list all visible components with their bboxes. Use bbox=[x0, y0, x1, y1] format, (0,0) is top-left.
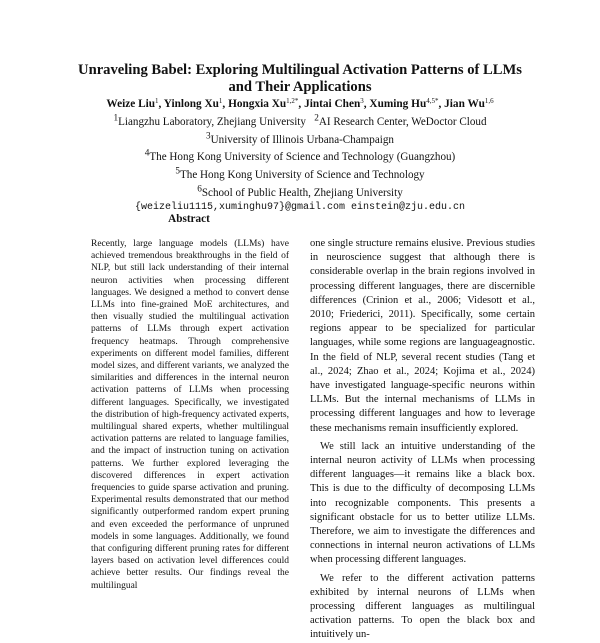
right-column bbox=[310, 237, 535, 643]
title-line: and Their Applications bbox=[228, 79, 372, 95]
affiliation-text: The Hong Kong University of Science and Technology (Guangzhou) bbox=[149, 151, 456, 164]
abstract-heading: Abstract bbox=[168, 213, 210, 225]
author bbox=[164, 98, 228, 110]
author-affil-mark: 1,6 bbox=[484, 97, 494, 105]
affiliation-text: School of Public Health, Zhejiang University bbox=[201, 187, 403, 200]
body-paragraph: We still lack an intuitive understanding of the internal neuron activity of LLMs when processing different languages—it remains like a black box. This is due to the difficulty of decomposing LLMs into recognizable components. This presents a significant obstacle for us to better utilize LLMs. Therefore, we aim to investigate the differences and connections in internal neuron activations of LLMs when processing different languages. bbox=[310, 440, 535, 566]
author-emails: {weizeliu1115,xuminghu97}@gmail.com einstein@zju.edu.cn bbox=[134, 202, 466, 214]
author-name: Hongxia Xu bbox=[228, 98, 287, 110]
affiliation-mark: 3 bbox=[206, 130, 211, 141]
affiliation-mark: 2 bbox=[314, 113, 319, 123]
author bbox=[304, 98, 369, 110]
author-name: Xuming Hu bbox=[369, 98, 427, 110]
body-paragraph: We refer to the different activation patterns exhibited by internal neurons of LLMs when processing different languages as multilingual activation patterns. To open the black box and intuitively un- bbox=[310, 572, 535, 641]
author-name: Yinlong Xu bbox=[163, 98, 219, 110]
author-affil-mark: 1 bbox=[218, 97, 223, 105]
affiliation bbox=[175, 166, 425, 182]
author-separator: , bbox=[298, 98, 305, 110]
author-affil-mark: 1,2* bbox=[286, 97, 299, 105]
abstract-text: Recently, large language models (LLMs) have achieved tremendous breakthroughs in the field of NLP, but still lack understanding of their internal neuron activities when processing different languages. We designed a method to convert dense LLMs into fine-grained MoE architectures, and then visually studied the multilingual activation patterns of LLMs through expert activation frequency heatmaps. Through comprehensive experiments on different model families, different model sizes, and different variants, we analyzed the similarities and differences in the internal neuron activation patterns of LLMs when processing different languages. Specifically, we investigated the distribution of high-frequency activated experts, multilingual shared experts, whether multilingual activation patterns are related to language families, and the impact of instruction tuning on activation patterns. We further explored leveraging the discovered differences in expert activation frequencies to guide sparse activation and pruning. Experimental results demonstrated that our method significantly outperformed random expert pruning and even exceeded the performance of unpruned models in some languages. Additionally, we found that configuring different pruning rates for different layers based on activation level differences could achieve better results. Our findings reveal the multilingual bbox=[91, 239, 289, 591]
author bbox=[444, 98, 493, 110]
affiliation-line bbox=[30, 165, 570, 183]
affiliation bbox=[197, 184, 403, 200]
author-separator: , bbox=[363, 98, 370, 110]
affiliation bbox=[314, 113, 487, 128]
author-affil-mark: 4,5* bbox=[426, 97, 439, 105]
author-separator: , bbox=[222, 98, 229, 110]
author bbox=[228, 98, 304, 110]
author-affil-mark: 1 bbox=[155, 97, 159, 105]
author bbox=[106, 98, 163, 110]
body-paragraph: one single structure remains elusive. Previous studies in neuroscience suggest that although there is considerable overlap in the brain regions involved in processing different languages, there are discernible differences (Crinion et al., 2006; Videsott et al., 2010; Friederici, 2011). Specifically, some certain regions appear to be specialized for particular languages, while some regions are languageagnostic. In the field of NLP, several recent studies (Tang et al., 2024; Zhao et al., 2024; Kojima et al., 2024) have investigated language-specific neurons within LLMs. But the internal mechanisms of LLMs in processing different languages and how to leverage these mechanisms remain insufficiently explored. bbox=[310, 238, 535, 434]
affiliation-text: AI Research Center, WeDoctor Cloud bbox=[318, 115, 487, 128]
affiliation-line bbox=[30, 111, 570, 129]
title-line: Unraveling Babel: Exploring Multilingual Activation Patterns of LLMs bbox=[78, 62, 522, 78]
affiliation-line bbox=[30, 129, 570, 147]
affiliations bbox=[30, 111, 570, 216]
author-name: Jian Wu bbox=[444, 98, 485, 110]
affiliation-mark: 5 bbox=[175, 166, 181, 177]
affiliation-mark: 4 bbox=[144, 148, 150, 159]
affiliation bbox=[113, 113, 306, 128]
author-separator: , bbox=[438, 98, 445, 110]
affiliation-mark: 6 bbox=[197, 184, 202, 195]
affiliation-text: The Hong Kong University of Science and Technology bbox=[180, 169, 425, 182]
affiliation-text: Liangzhu Laboratory, Zhejiang University bbox=[118, 115, 306, 128]
affiliation bbox=[144, 148, 456, 164]
affiliation-line bbox=[30, 147, 570, 165]
author-separator: , bbox=[158, 98, 164, 110]
affiliation-line bbox=[30, 183, 570, 201]
author-name: Weize Liu bbox=[106, 98, 156, 110]
author bbox=[369, 98, 444, 110]
paper-title bbox=[40, 62, 560, 96]
author-affil-mark: 3 bbox=[360, 97, 364, 105]
affiliation-text: University of Illinois Urbana-Champaign bbox=[210, 133, 394, 146]
author-name: Jintai Chen bbox=[304, 98, 361, 110]
left-column bbox=[89, 213, 289, 592]
author-list bbox=[30, 97, 570, 111]
affiliation-mark: 1 bbox=[113, 113, 119, 123]
affiliation bbox=[206, 130, 394, 146]
